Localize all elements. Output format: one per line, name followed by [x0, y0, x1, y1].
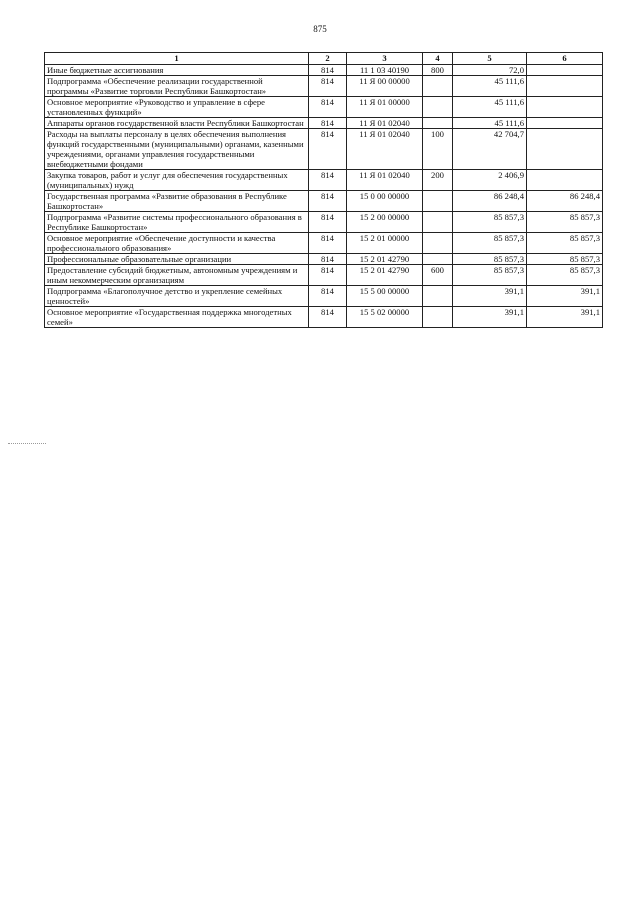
admin-code-cell: 814 [309, 254, 347, 265]
admin-code-cell: 814 [309, 76, 347, 97]
table-row [45, 170, 603, 191]
table-header-row [45, 53, 603, 65]
amount-col5-cell: 45 111,6 [453, 118, 527, 129]
target-code-cell: 11 Я 00 00000 [347, 76, 423, 97]
item-name-cell: Расходы на выплаты персоналу в целях обеспечения выполнения функций государственными (муниципальными) органами, казенными учреждениями, органами управления государственными внебюджетными фондами [45, 129, 309, 170]
amount-col5-cell: 72,0 [453, 65, 527, 76]
amount-col6-cell [527, 65, 603, 76]
amount-col6-cell: 391,1 [527, 307, 603, 328]
amount-col6-cell [527, 76, 603, 97]
target-code-cell: 15 5 02 00000 [347, 307, 423, 328]
item-name-cell: Подпрограмма «Развитие системы профессионального образования в Республике Башкортостан» [45, 212, 309, 233]
expense-type-cell [423, 254, 453, 265]
amount-col6-cell [527, 170, 603, 191]
target-code-cell: 15 2 01 42790 [347, 265, 423, 286]
amount-col6-cell: 85 857,3 [527, 233, 603, 254]
amount-col5-cell: 45 111,6 [453, 76, 527, 97]
table-row [45, 265, 603, 286]
amount-col6-cell: 391,1 [527, 286, 603, 307]
target-code-cell: 15 5 00 00000 [347, 286, 423, 307]
expense-type-cell [423, 118, 453, 129]
target-code-cell: 11 Я 01 00000 [347, 97, 423, 118]
item-name-cell: Государственная программа «Развитие образования в Республике Башкортостан» [45, 191, 309, 212]
admin-code-cell: 814 [309, 129, 347, 170]
amount-col5-cell: 85 857,3 [453, 265, 527, 286]
amount-col5-cell: 85 857,3 [453, 254, 527, 265]
table-row [45, 97, 603, 118]
admin-code-cell: 814 [309, 97, 347, 118]
page-number: 875 [313, 24, 327, 34]
target-code-cell: 15 0 00 00000 [347, 191, 423, 212]
table-row [45, 286, 603, 307]
header-cell-1: 1 [45, 53, 309, 65]
admin-code-cell: 814 [309, 233, 347, 254]
expense-type-cell: 200 [423, 170, 453, 191]
target-code-cell: 11 1 03 40190 [347, 65, 423, 76]
expense-type-cell: 600 [423, 265, 453, 286]
item-name-cell: Подпрограмма «Благополучное детство и укрепление семейных ценностей» [45, 286, 309, 307]
table-row [45, 118, 603, 129]
header-cell-4: 4 [423, 53, 453, 65]
admin-code-cell: 814 [309, 170, 347, 191]
amount-col6-cell [527, 129, 603, 170]
admin-code-cell: 814 [309, 265, 347, 286]
amount-col6-cell: 85 857,3 [527, 265, 603, 286]
target-code-cell: 15 2 01 42790 [347, 254, 423, 265]
table-row [45, 191, 603, 212]
admin-code-cell: 814 [309, 118, 347, 129]
table-row [45, 254, 603, 265]
amount-col5-cell: 85 857,3 [453, 212, 527, 233]
amount-col5-cell: 42 704,7 [453, 129, 527, 170]
table-row [45, 307, 603, 328]
item-name-cell: Предоставление субсидий бюджетным, автономным учреждениям и иным некоммерческим организациям [45, 265, 309, 286]
item-name-cell: Основное мероприятие «Руководство и управление в сфере установленных функций» [45, 97, 309, 118]
admin-code-cell: 814 [309, 307, 347, 328]
expense-type-cell [423, 97, 453, 118]
header-cell-6: 6 [527, 53, 603, 65]
amount-col5-cell: 391,1 [453, 307, 527, 328]
stray-mark [8, 443, 46, 444]
amount-col6-cell [527, 97, 603, 118]
amount-col5-cell: 45 111,6 [453, 97, 527, 118]
amount-col5-cell: 2 406,9 [453, 170, 527, 191]
admin-code-cell: 814 [309, 286, 347, 307]
amount-col6-cell: 86 248,4 [527, 191, 603, 212]
amount-col6-cell [527, 118, 603, 129]
expense-type-cell [423, 286, 453, 307]
target-code-cell: 11 Я 01 02040 [347, 170, 423, 191]
target-code-cell: 11 Я 01 02040 [347, 118, 423, 129]
expense-type-cell [423, 212, 453, 233]
item-name-cell: Иные бюджетные ассигнования [45, 65, 309, 76]
item-name-cell: Профессиональные образовательные организации [45, 254, 309, 265]
table-row [45, 76, 603, 97]
table-row [45, 212, 603, 233]
target-code-cell: 11 Я 01 02040 [347, 129, 423, 170]
amount-col5-cell: 391,1 [453, 286, 527, 307]
expense-type-cell: 100 [423, 129, 453, 170]
item-name-cell: Основное мероприятие «Государственная поддержка многодетных семей» [45, 307, 309, 328]
budget-table [44, 52, 603, 328]
admin-code-cell: 814 [309, 65, 347, 76]
expense-type-cell [423, 233, 453, 254]
item-name-cell: Закупка товаров, работ и услуг для обеспечения государственных (муниципальных) нужд [45, 170, 309, 191]
table-row [45, 65, 603, 76]
expense-type-cell [423, 307, 453, 328]
expense-type-cell: 800 [423, 65, 453, 76]
target-code-cell: 15 2 01 00000 [347, 233, 423, 254]
header-cell-2: 2 [309, 53, 347, 65]
header-cell-3: 3 [347, 53, 423, 65]
header-cell-5: 5 [453, 53, 527, 65]
table-row [45, 233, 603, 254]
item-name-cell: Основное мероприятие «Обеспечение доступности и качества профессионального образования» [45, 233, 309, 254]
expense-type-cell [423, 191, 453, 212]
amount-col6-cell: 85 857,3 [527, 254, 603, 265]
admin-code-cell: 814 [309, 191, 347, 212]
item-name-cell: Аппараты органов государственной власти Республики Башкортостан [45, 118, 309, 129]
amount-col5-cell: 85 857,3 [453, 233, 527, 254]
admin-code-cell: 814 [309, 212, 347, 233]
amount-col5-cell: 86 248,4 [453, 191, 527, 212]
item-name-cell: Подпрограмма «Обеспечение реализации государственной программы «Развитие торговли Республики Башкортостан» [45, 76, 309, 97]
target-code-cell: 15 2 00 00000 [347, 212, 423, 233]
table-row [45, 129, 603, 170]
expense-type-cell [423, 76, 453, 97]
amount-col6-cell: 85 857,3 [527, 212, 603, 233]
table-body [45, 53, 603, 328]
